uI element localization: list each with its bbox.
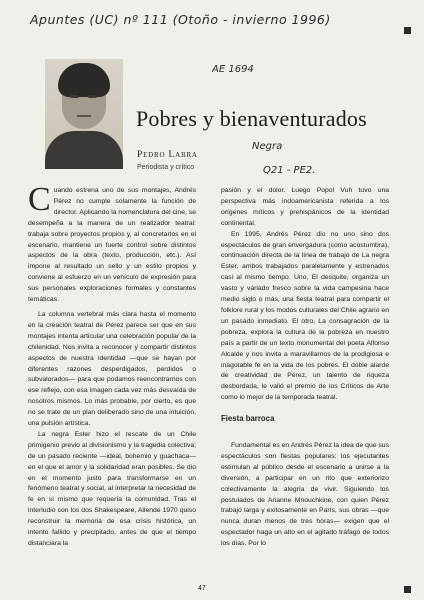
page-number: 47 <box>198 585 206 592</box>
paragraph: En 1995, Andrés Pérez dio no uno sino dos espectáculos de gran envergadura (como acostumbra), continuación directa de la línea de trabajo de La negra Ester, ambos trabajados paralelamente y estrenados casi al mismo tiempo. Uno, El desquite, organiza un vasto y variado fresco sobre la vida campesina hace medio siglo o más, una fiesta teatral para compartir el folklore rural y los modos culturales del Chile agrario en un pasado inmediato. El otro, La consagración de la pobreza, explora la cultura de la pobreza en nuestro país a partir de un texto monumental del poeta Alfonso Alcalde y nos invita a maravillarnos de la prodigiosa e inagotable fe en la vida de los pobres. El doble alarde de creatividad de Pérez, un talento de riqueza desbordada, le valió el premio de los Críticos de Arte como lo mejor de la temporada teatral. <box>221 230 389 402</box>
paragraph: Cuando estrena uno de sus montajes, Andrés Pérez no cumple solamente la función de director. Aplicando la nomenclatura del cine, se desempeña a la manera de un realizador teatral: trabaja sobre proyectos propios y, al concretarlos en el escenario, mantiene un fuerte control sobre distintos aspectos de la obra (texto, producción, etc.). Así impone al resultado un sello y un estilo propios y conviene al esfuerzo en un vehículo de expresión para sus personales exploraciones formales y constantes temáticas. <box>28 181 196 304</box>
drop-cap: C <box>28 181 51 218</box>
corner-mark-bottom <box>404 586 411 593</box>
handwritten-header: Apuntes (UC) nº 111 (Otoño - invierno 1996) <box>30 12 331 27</box>
left-column <box>28 181 196 550</box>
paragraph: La columna vertebral más clara hasta el momento en la creación teatral de Pérez parece ser que en sus montajes intenta articular una celebración popular de la chilenidad. Nos invita a reconocer y compartir distintos aspectos de nuestra identidad —que se hayan por diferentes razones desperdigados, perdidos o subvalorados— para que podamos reencontrarnos con ese reflejo, con esa imagen cada vez más desvaída de nosotros mismos. Lo más probable, por cierto, es que no se trate de un plan deliberado sino de una intuición, una pulsión artística. <box>28 310 196 428</box>
corner-mark-top <box>404 27 411 34</box>
author-role: Periodista y crítico <box>137 164 195 171</box>
section-heading: Fiesta barroca <box>221 414 275 424</box>
handwritten-name-note: Negra <box>252 141 283 152</box>
paragraph: pasión y el dolor. Luego Popol Vuh tuvo una perspectiva más indoamericanista referida a los orígenes míticos y prehispánicos de la identidad continental. <box>221 187 389 227</box>
author-photo <box>45 59 123 169</box>
handwritten-code: AE 1694 <box>212 64 254 75</box>
author-name: Pedro Labra <box>137 150 198 160</box>
paragraph: La negra Ester hizo el rescate de un Chile primigenio previo al divisionismo y la tragedia colectiva; de un pasado reciente —ideal, bohemio y guachaca— en el que el amor y la solidaridad eran posibles. Se dio en el momento justo para transformarse en un fenómeno teatral y social, al interpretar la necesidad de fe en sí mismo que requería la comunidad. Tras el interludio con los dos Shakespeare, Allende 1970 quiso reconstruir la memoria de esa crisis histórica, un intento fallido y precipitado, antes de que el tiempo distanciara la <box>28 430 196 547</box>
right-column <box>221 186 389 550</box>
article-title: Pobres y bienaventurados <box>136 106 367 131</box>
paragraph: Fundamental es en Andrés Pérez la idea de que sus espectáculos son fiestas populares: los ejecutantes estimulan al público desde el escenario a unirse a la diversión, a participar en un rito que exteriorizo colectivamente la alegría de vivir. Siguiendo los postulados de Arianne Mnouchkine, con quien Pérez trabajó larga y exitosamente en París, sus obras —que nunca duran menos de tres horas— exigen que el espectador haga un alto en el agitado tráfago de todos los días. Por lo <box>221 442 389 548</box>
handwritten-number-note: Q21 - PE2. <box>263 165 316 176</box>
